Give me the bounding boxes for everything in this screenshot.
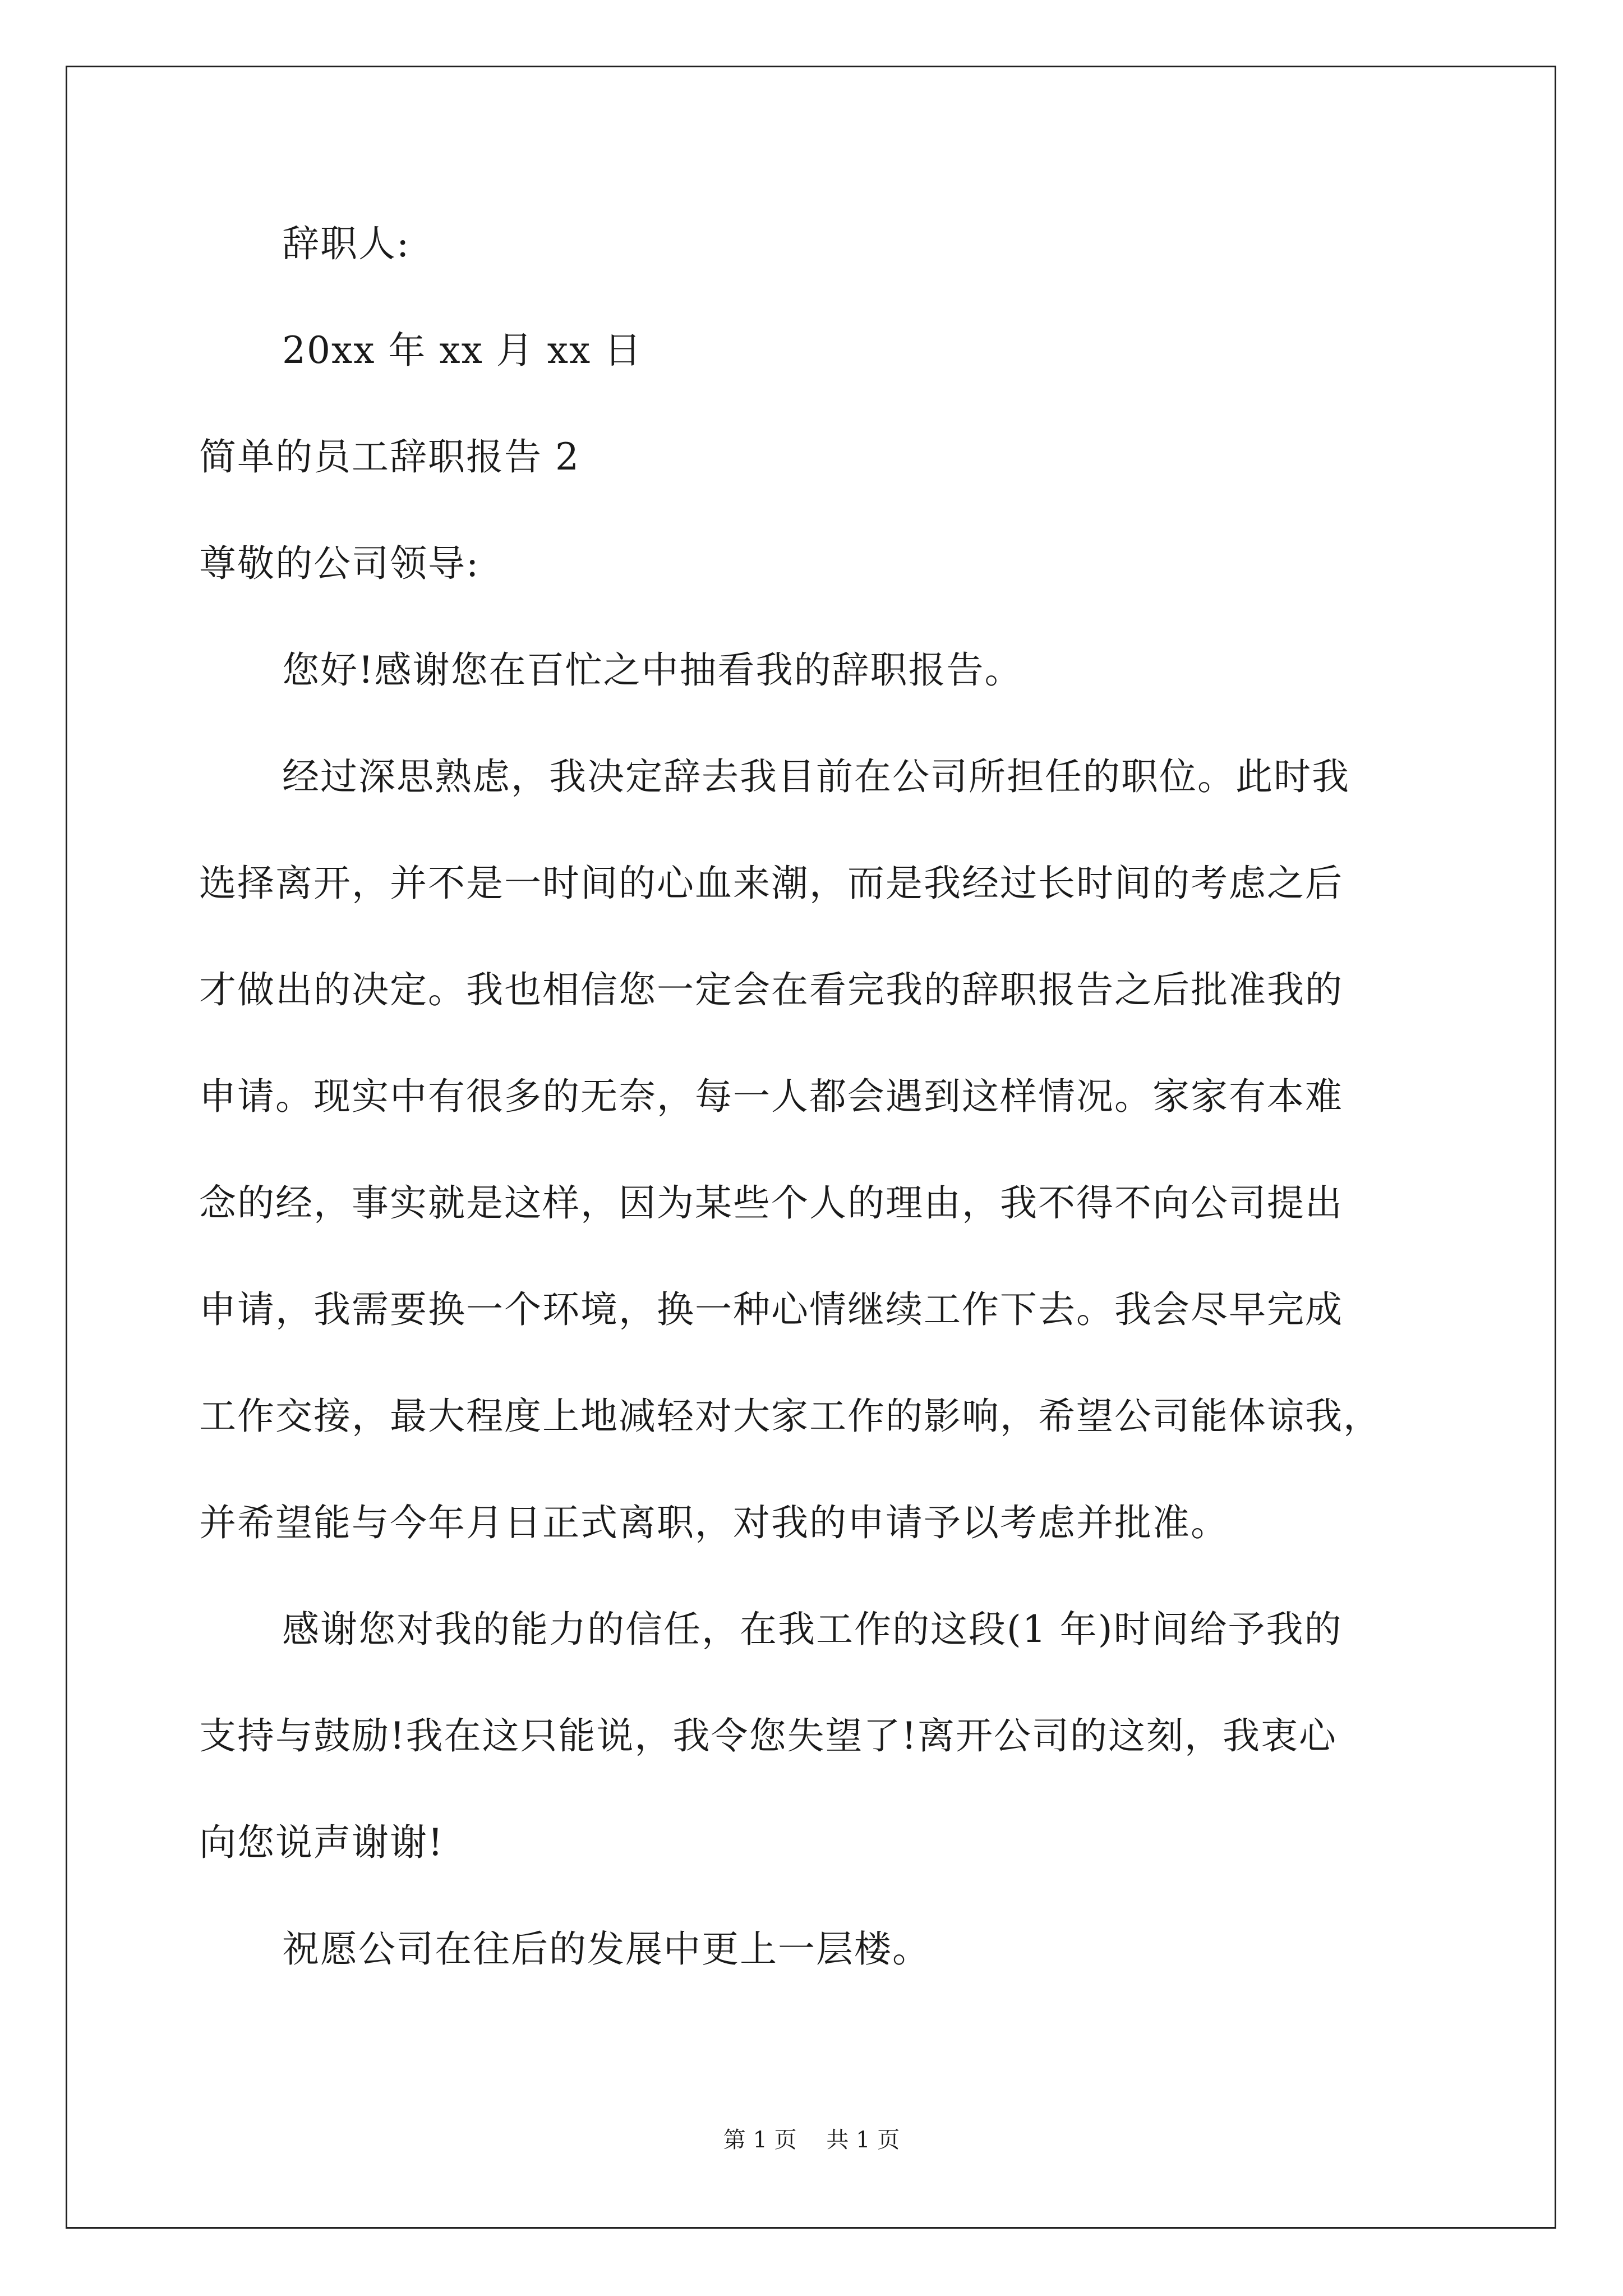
- page-border: [66, 66, 1556, 2229]
- document-title: 简单的员工辞职报告 2: [199, 435, 580, 478]
- paragraph-line: 向您说声谢谢!: [199, 1821, 444, 1864]
- paragraph-line: 才做出的决定。我也相信您一定会在看完我的辞职报告之后批准我的: [199, 968, 1343, 1011]
- page-number: 第 1 页: [723, 2127, 797, 2153]
- paragraph-line: 申请，我需要换一个环境，换一种心情继续工作下去。我会尽早完成: [199, 1288, 1343, 1331]
- signature-line: 辞职人:: [282, 222, 411, 265]
- paragraph-line: 念的经，事实就是这样，因为某些个人的理由，我不得不向公司提出: [199, 1181, 1343, 1225]
- page-footer: [0, 2126, 1623, 2154]
- date-line: 20xx 年 xx 月 xx 日: [282, 329, 643, 372]
- paragraph-line: 申请。现实中有很多的无奈，每一人都会遇到这样情况。家家有本难: [199, 1075, 1343, 1118]
- paragraph-line: 工作交接，最大程度上地减轻对大家工作的影响，希望公司能体谅我，: [199, 1395, 1381, 1438]
- page-total: 共 1 页: [826, 2127, 900, 2153]
- closing-line: 祝愿公司在往后的发展中更上一层楼。: [282, 1927, 930, 1971]
- paragraph-line: 支持与鼓励!我在这只能说，我令您失望了!离开公司的这刻，我衷心: [199, 1714, 1338, 1757]
- paragraph-line: 经过深思熟虑，我决定辞去我目前在公司所担任的职位。此时我: [282, 755, 1350, 798]
- salutation: 尊敬的公司领导:: [199, 542, 480, 585]
- paragraph-line: 您好!感谢您在百忙之中抽看我的辞职报告。: [282, 648, 1023, 692]
- paragraph-line: 并希望能与今年月日正式离职，对我的申请予以考虑并批准。: [199, 1501, 1229, 1544]
- paragraph-line: 选择离开，并不是一时间的心血来潮，而是我经过长时间的考虑之后: [199, 862, 1343, 905]
- paragraph-line: 感谢您对我的能力的信任，在我工作的这段(1 年)时间给予我的: [282, 1608, 1343, 1651]
